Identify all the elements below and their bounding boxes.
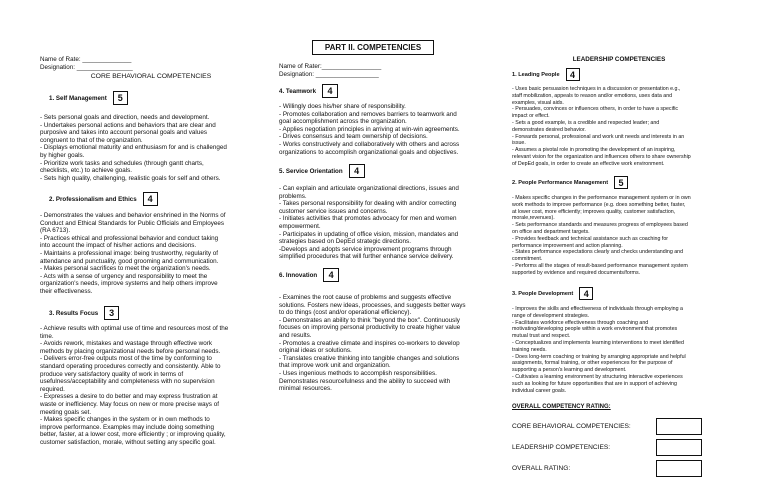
text-line: simplified procedures that will further enhance service delivery. xyxy=(279,253,454,261)
text-line: Conduct and Ethical Standards for Public Officials and Employees xyxy=(40,219,224,227)
text-line: congruent to that of the organization. xyxy=(40,136,143,144)
text-line: performance improvement and action planning. xyxy=(512,242,623,249)
text-line: - Conceptualizes and implements learning interventions to meet identified xyxy=(512,339,684,346)
text-line: - Participates in updating of office vision, mission, mandates and xyxy=(279,230,459,238)
innovation-label: 6. Innovation xyxy=(279,271,318,279)
text-line: checklists, etc.) to achieve goals. xyxy=(40,167,133,175)
text-line: produce very satisfactory quality of work in terms of xyxy=(40,370,184,378)
leadership-rating-box[interactable] xyxy=(656,439,702,456)
text-line: - Sets personal goals and direction, needs and development. xyxy=(40,114,210,121)
leadership-rating-label: LEADERSHIP COMPETENCIES: xyxy=(512,443,611,451)
text-line: relevant vision for the organization and influences others to share ownership xyxy=(512,153,691,160)
professionalism-header xyxy=(49,192,158,206)
text-line: organizations to accomplish organizational goals and objectives. xyxy=(279,148,459,156)
text-line: - Promotes a creative climate and inspires co-workers to develop xyxy=(279,339,460,347)
text-line: mutual trust and respect. xyxy=(512,333,571,340)
text-line: - Acts with a sense of urgency and responsibility to meet the xyxy=(40,272,208,280)
text-line: required. xyxy=(40,385,65,393)
text-line: - Demonstrates the values and behavior enshrined in the Norms of xyxy=(40,212,226,219)
text-line: usefulness/acceptability and completeness with no supervision xyxy=(40,378,215,386)
text-line: - Performs all the stages of result-based performance management system xyxy=(512,262,688,269)
service-orientation-label: 5. Service Orientation xyxy=(279,167,343,175)
leadership-title: LEADERSHIP COMPETENCIES xyxy=(572,56,666,63)
text-line: - Sets a good example, is a credible and respected leader; and xyxy=(512,119,660,126)
text-line: of DepEd goals, in order to create an effective work environment. xyxy=(512,160,665,167)
overall-rating-section xyxy=(512,404,702,477)
text-line: - Demonstrates an ability to think "beyond the box". Continuously xyxy=(279,316,460,324)
text-line: - States performance expectations clearly and checks understanding and xyxy=(512,249,684,256)
people-development-header xyxy=(512,287,593,300)
text-line: attendance and punctuality, good grooming and communication. xyxy=(40,257,219,265)
text-line: supporting a person's learning and development. xyxy=(512,367,627,374)
text-line: - Examines the root cause of problems and suggests effective xyxy=(279,294,452,301)
service-orientation-rating: 4 xyxy=(349,164,365,178)
text-line: morale,revenues). xyxy=(512,215,555,222)
text-line: - Sets performance standards and measures progress of employees based xyxy=(512,222,688,229)
text-line: work methods to improve performance (e.g. does something better, faster, xyxy=(512,201,686,208)
text-line: - Makes specific changes in the system or in own methods to xyxy=(40,416,210,424)
text-line: waste or inefficiency. May focus on new or more precise ways of xyxy=(40,400,219,408)
text-line: - Works constructively and collaboratively with others and across xyxy=(279,140,460,148)
text-line: goal accomplishment across the organization. xyxy=(279,118,407,126)
service-orientation-text xyxy=(279,185,459,261)
people-performance-label: 2. People Performance Management xyxy=(512,179,609,186)
results-focus-text xyxy=(40,325,228,447)
core-behavioral-rating-row xyxy=(512,418,702,435)
leading-people-label: 1. Leading People xyxy=(512,71,560,78)
text-line: - Persuades, convinces or influences others, in order to have a specific xyxy=(512,106,679,113)
text-line: - Drives consensus and team ownership of decisions. xyxy=(279,133,428,141)
text-line: - Makes specific changes in the performance management system or in own xyxy=(512,195,691,201)
text-line: - Delivers error-free outputs most of the time by conforming to xyxy=(40,355,212,363)
text-line: Demonstrates resourcefulness and the ability to succeed with xyxy=(279,377,451,385)
leading-people-header xyxy=(512,68,580,81)
text-line: by higher goals. xyxy=(40,151,85,159)
text-line: on office and department targets. xyxy=(512,228,590,235)
leading-people-text xyxy=(512,86,691,168)
text-line: time. xyxy=(40,332,54,340)
teamwork-label: 4. Teamwork xyxy=(279,87,317,95)
text-line: that improve work unit and organization. xyxy=(279,362,391,370)
text-line: organization's needs, improve systems and help others improve xyxy=(40,280,218,288)
core-behavioral-rating-box[interactable] xyxy=(656,418,702,435)
text-line: - Promotes collaboration and removes barriers to teamwork and xyxy=(279,110,457,118)
text-line: - Initiates activities that promotes advocacy for men and women xyxy=(279,215,457,223)
text-line: to do things (cost and/or operational efficiency). xyxy=(279,309,412,317)
text-line: - Maintains a professional image: being trustworthy, regularity of xyxy=(40,249,219,257)
professionalism-text xyxy=(40,212,226,296)
rater-name-field: Name of Rater:_________________ xyxy=(279,63,382,70)
text-line: meeting goals set. xyxy=(40,408,92,416)
text-line: - Can explain and articulate organizational directions, issues and xyxy=(279,185,459,192)
text-line: focuses on improving personal productivity to create higher value xyxy=(279,324,461,332)
teamwork-text xyxy=(279,103,460,156)
text-line: - Assumes a pivotal role in promoting the development of an inspiring, xyxy=(512,147,676,154)
text-line: standard operating procedures correctly and consistently. Able to xyxy=(40,362,221,370)
text-line: purposive and takes into account personal goals and values xyxy=(40,129,207,137)
text-line: - Avoids rework, mistakes and wastage through effective work xyxy=(40,340,212,348)
rate-designation-field: Designation: ________________ xyxy=(40,63,133,71)
text-line: - Improves the skills and effectiveness of individuals through employing a xyxy=(512,306,683,312)
text-line: issue. xyxy=(512,140,526,147)
text-line: empowerment. xyxy=(279,222,321,230)
text-line: - Achieve results with optimal use of time and resources most of the xyxy=(40,325,229,332)
overall-rating-heading: OVERALL COMPETENCY RATING: xyxy=(512,404,611,410)
text-line: training needs. xyxy=(512,346,547,353)
text-line: - Takes personal responsibility for dealing with and/or correcting xyxy=(279,200,457,208)
text-line: - Undertakes personal actions and behaviors that are clear and xyxy=(40,121,216,129)
innovation-text xyxy=(279,294,466,393)
text-line: - Provides feedback and technical assistance such as coaching for xyxy=(512,235,669,242)
people-development-label: 3. People Development xyxy=(512,290,574,297)
results-focus-header xyxy=(49,306,119,320)
text-line: individual career goals. xyxy=(512,387,567,394)
text-line: - Cultivates a learning environment by structuring interactive experiences xyxy=(512,373,683,380)
rate-name-field: Name of Rate: ______________ xyxy=(40,56,132,63)
text-line: better, faster, at a lower cost, more efficiently ; or improving quality, xyxy=(40,431,226,439)
people-development-rating: 4 xyxy=(579,287,593,300)
text-line: - Displays emotional maturity and enthusiasm for and is challenged xyxy=(40,144,227,152)
text-line: methods by placing organizational needs before personal needs. xyxy=(40,347,221,355)
core-behavioral-title: CORE BEHAVIORAL COMPETENCIES xyxy=(90,73,212,80)
text-line: - Uses ingenious methods to accomplish responsibilities. xyxy=(279,369,437,377)
professionalism-rating: 4 xyxy=(143,192,158,206)
text-line: - Applies negotiation principles in arriving at win-win agreements. xyxy=(279,125,460,133)
text-line: - Practices ethical and professional behavior and conduct taking xyxy=(40,234,219,242)
self-management-text xyxy=(40,114,227,182)
results-focus-label: 3. Results Focus xyxy=(49,309,99,317)
core-behavioral-rating-label: CORE BEHAVIORAL COMPETENCIES: xyxy=(512,422,631,430)
people-performance-rating: 5 xyxy=(614,176,628,189)
overall-rating-box[interactable] xyxy=(656,460,702,477)
text-line: examples, visual aids. xyxy=(512,99,564,106)
text-line: at lower cost, more efficiently; improves quality, customer satisfaction, xyxy=(512,208,676,215)
text-line: customer service issues and concerns. xyxy=(279,207,388,215)
text-line: - Translates creative thinking into tangible changes and solutions xyxy=(279,354,460,362)
service-orientation-header xyxy=(279,164,365,178)
leadership-rating-row xyxy=(512,439,702,456)
teamwork-rating: 4 xyxy=(322,84,338,98)
text-line: problems. xyxy=(279,192,307,200)
text-line: - Does long-term coaching or training by arranging appropriate and helpful xyxy=(512,353,686,360)
text-line: - Forwards personal, professional and work unit needs and interests in an xyxy=(512,133,685,140)
part-two-title: PART II. COMPETENCIES xyxy=(312,40,434,55)
text-line: - Willingly does his/her share of responsibility. xyxy=(279,103,406,110)
text-line: such as looking for future opportunities that are in support of achieving xyxy=(512,380,677,387)
text-line: - Makes personal sacrifices to meet the organization's needs. xyxy=(40,265,211,273)
text-line: - Prioritize work tasks and schedules (through gantt charts, xyxy=(40,159,204,167)
people-development-text xyxy=(512,306,686,394)
text-line: - Sets high quality, challenging, realistic goals for self and others. xyxy=(40,174,221,182)
innovation-rating: 4 xyxy=(323,268,339,282)
text-line: customer satisfaction, morale, without setting any specific goal. xyxy=(40,438,216,446)
text-line: -Develops and adopts service improvement programs through xyxy=(279,245,452,253)
results-focus-rating: 3 xyxy=(104,306,119,320)
teamwork-header xyxy=(279,84,338,98)
people-performance-header xyxy=(512,176,628,189)
text-line: - Expresses a desire to do better and may express frustration at xyxy=(40,393,218,401)
professionalism-label: 2. Professionalism and Ethics xyxy=(49,195,137,203)
text-line: motivating/developing people within a work environment that promotes xyxy=(512,326,678,333)
text-line: impact or effect. xyxy=(512,113,550,120)
text-line: strategies based on DepEd strategic directions. xyxy=(279,238,411,246)
innovation-header xyxy=(279,268,339,282)
text-line: and results. xyxy=(279,331,312,339)
rater-designation-field: Designation: __________________ xyxy=(279,70,379,78)
people-performance-text xyxy=(512,195,691,277)
text-line: their effectiveness. xyxy=(40,287,93,295)
self-management-rating: 5 xyxy=(113,91,128,105)
overall-rating-label: OVERALL RATING: xyxy=(512,464,571,472)
text-line: into account the impact of his/her actions and decisions. xyxy=(40,242,197,250)
text-line: minimal resources. xyxy=(279,385,332,393)
text-line: original ideas or solutions. xyxy=(279,347,352,355)
text-line: improve performance. Examples may include doing something xyxy=(40,423,214,431)
self-management-header xyxy=(49,91,128,105)
text-line: supported by evidence and required documents/forms. xyxy=(512,269,641,276)
text-line: range of development strategies. xyxy=(512,312,590,319)
leading-people-rating: 4 xyxy=(566,68,580,81)
self-management-label: 1. Self Management xyxy=(49,94,107,102)
text-line: commitment. xyxy=(512,256,543,263)
text-line: staff mobilization, appeals to reason and/or emotions, uses data and xyxy=(512,92,673,99)
text-line: demonstrates desired behavior. xyxy=(512,126,586,133)
text-line: (RA 6713). xyxy=(40,227,71,235)
overall-rating-row xyxy=(512,460,702,477)
text-line: - Uses basic persuasion techniques in a discussion or presentation e.g., xyxy=(512,86,681,92)
text-line: - Facilitates workforce effectiveness through coaching and xyxy=(512,319,649,326)
text-line: assignments, formal training, or other experiences for the purpose of xyxy=(512,360,673,367)
text-line: solutions. Fosters new ideas, processes, and suggests better ways xyxy=(279,301,466,309)
